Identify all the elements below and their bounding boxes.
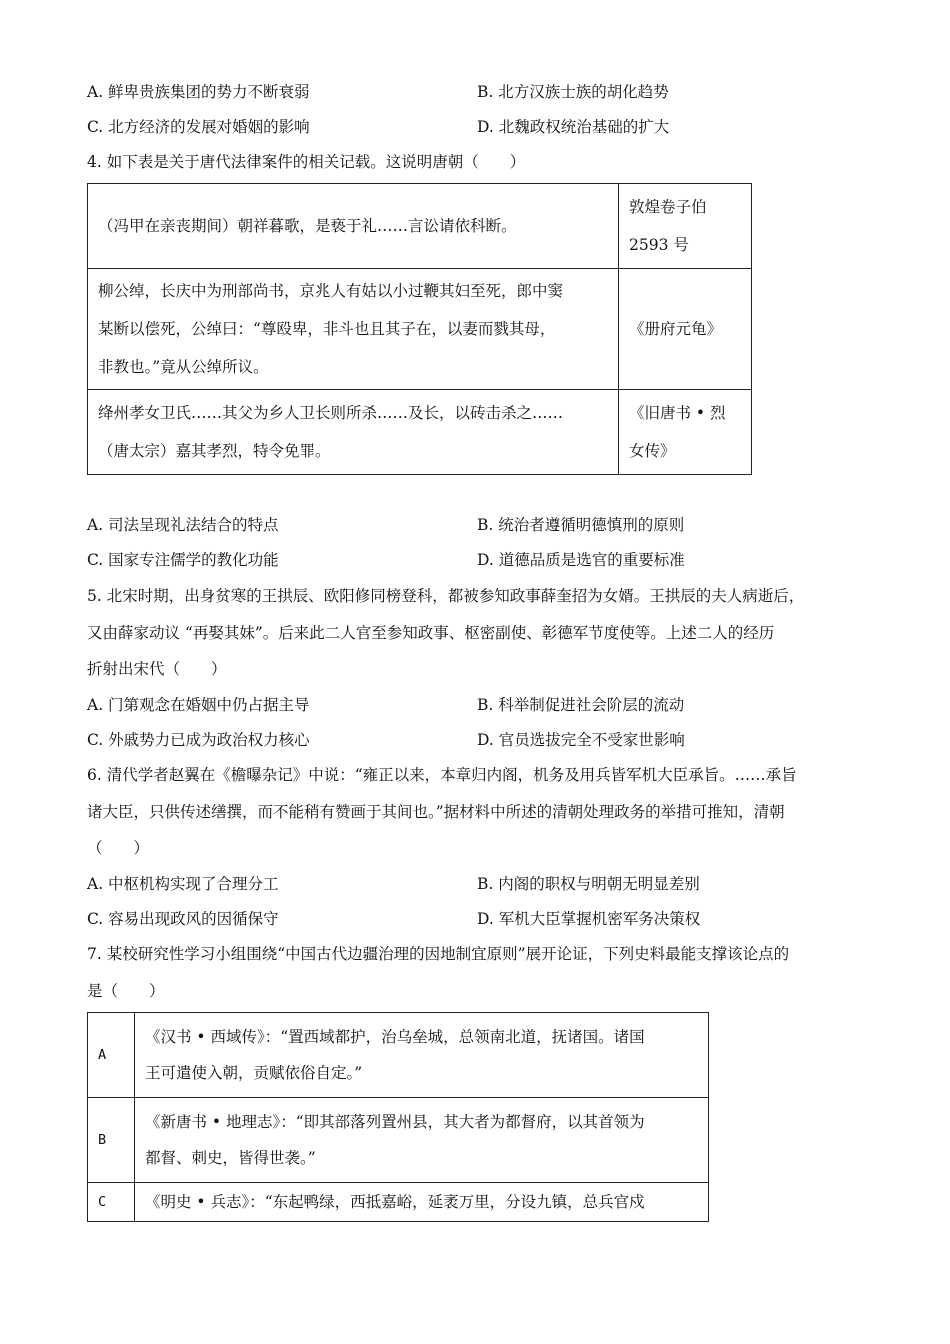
q4-row3-line2: （唐太宗）嘉其孝烈，特令免罪。: [98, 442, 331, 460]
q5-option-a: A. 门第观念在婚姻中仍占据主导: [87, 696, 310, 714]
q4-row3-line1: 绛州孝女卫氏……其父为乡人卫长则所杀……及长，以砖击杀之……: [98, 404, 564, 422]
q4-row2-line3: 非教也。”竟从公绰所议。: [98, 358, 269, 376]
q7-row-c-key: C: [88, 1183, 135, 1222]
q7-row-b-line2: 都督、刺史，皆得世袭。”: [145, 1149, 316, 1167]
q7-row-b-content: [135, 1098, 709, 1183]
q6-option-a: A. 中枢机构实现了合理分工: [87, 875, 279, 893]
q5-stem-line3: 折射出宋代（ ）: [87, 660, 227, 678]
q4-row2-source: [619, 269, 752, 390]
q7-table: [87, 1012, 709, 1222]
q4-row1-content: [88, 184, 619, 269]
q7-stem-line1: 7. 某校研究性学习小组围绕“中国古代边疆治理的因地制宜原则”展开论证，下列史料最能支撑该论点的: [87, 945, 790, 963]
q4-row1-line1: （冯甲在亲丧期间）朝祥暮歌，是亵于礼……言讼请依科断。: [98, 217, 517, 235]
q4-option-a: A. 司法呈现礼法结合的特点: [87, 516, 279, 534]
table-row: [88, 1183, 709, 1222]
q4-row3-source-line2: 女传》: [629, 442, 676, 460]
q6-stem-line2: 诸大臣，只供传述缮撰，而不能稍有赞画于其间也。”据材料中所述的清朝处理政务的举措可推知，清朝: [87, 803, 785, 821]
q4-row2-line1: 柳公绰，长庆中为刑部尚书，京兆人有姑以小过鞭其妇至死，郎中窦: [98, 282, 564, 300]
q4-row2-source-line1: 《册府元龟》: [629, 320, 723, 338]
q7-row-a-key: A: [88, 1013, 135, 1098]
q6-option-d: D. 军机大臣掌握机密军务决策权: [477, 910, 701, 928]
q7-row-b-key: B: [88, 1098, 135, 1183]
table-row: [88, 184, 752, 269]
q6-option-c: C. 容易出现政风的因循保守: [87, 910, 279, 928]
q5-stem-line1: 5. 北宋时期，出身贫寒的王拱辰、欧阳修同榜登科，都被参知政事薛奎招为女婿。王拱辰的夫人病逝后，: [87, 587, 805, 605]
q3-option-d: D. 北魏政权统治基础的扩大: [477, 118, 670, 136]
q4-row1-source-line2: 2593 号: [629, 236, 689, 254]
table-row: [88, 390, 752, 475]
q5-option-d: D. 官员选拔完全不受家世影响: [477, 731, 685, 749]
q4-row1-source-line1: 敦煌卷子伯: [629, 198, 707, 216]
q4-option-b: B. 统治者遵循明德慎刑的原则: [477, 516, 685, 534]
q7-stem-line2: 是（ ）: [87, 982, 165, 1000]
table-row: [88, 1098, 709, 1183]
q4-option-c: C. 国家专注儒学的教化功能: [87, 551, 279, 569]
q5-option-c: C. 外戚势力已成为政治权力核心: [87, 731, 310, 749]
q4-stem: 4. 如下表是关于唐代法律案件的相关记载。这说明唐朝（ ）: [87, 153, 526, 171]
q4-option-d: D. 道德品质是选官的重要标准: [477, 551, 685, 569]
table-row: [88, 1013, 709, 1098]
q7-row-c-content: [135, 1183, 709, 1222]
q7-row-c-line1: 《明史 • 兵志》：“东起鸭绿，西抵嘉峪，延袤万里，分设九镇，总兵官戍: [145, 1193, 645, 1211]
q7-row-a-content: [135, 1013, 709, 1098]
q6-stem-line3: （ ）: [87, 839, 150, 857]
q4-table: [87, 183, 752, 475]
q4-row2-content: [88, 269, 619, 390]
q5-option-b: B. 科举制促进社会阶层的流动: [477, 696, 685, 714]
q4-row1-source: [619, 184, 752, 269]
q4-row3-content: [88, 390, 619, 475]
q4-row3-source: [619, 390, 752, 475]
q5-stem-line2: 又由薛家动议 “再娶其妹”。后来此二人官至参知政事、枢密副使、彰德军节度使等。上述二人的经历: [87, 624, 775, 642]
q4-row2-line2: 某断以偿死，公绰曰：“尊殴卑，非斗也且其子在，以妻而戮其母，: [98, 320, 556, 338]
q6-option-b: B. 内阁的职权与明朝无明显差别: [477, 875, 700, 893]
q3-option-a: A. 鲜卑贵族集团的势力不断衰弱: [87, 83, 310, 101]
q4-row3-source-line1: 《旧唐书 • 烈: [629, 404, 726, 422]
table-row: [88, 269, 752, 390]
q7-row-a-line2: 王可遣使入朝，贡赋依俗自定。”: [145, 1064, 363, 1082]
q3-option-b: B. 北方汉族士族的胡化趋势: [477, 83, 669, 101]
q3-option-c: C. 北方经济的发展对婚姻的影响: [87, 118, 310, 136]
q6-stem-line1: 6. 清代学者赵翼在《檐曝杂记》中说：“雍正以来，本章归内阁，机务及用兵皆军机大臣承旨。……承旨: [87, 766, 797, 784]
q7-row-b-line1: 《新唐书 • 地理志》：“即其部落列置州县，其大者为都督府，以其首领为: [145, 1113, 645, 1131]
q7-row-a-line1: 《汉书 • 西域传》：“置西域都护，治乌垒城，总领南北道，抚诸国。诸国: [145, 1028, 645, 1046]
